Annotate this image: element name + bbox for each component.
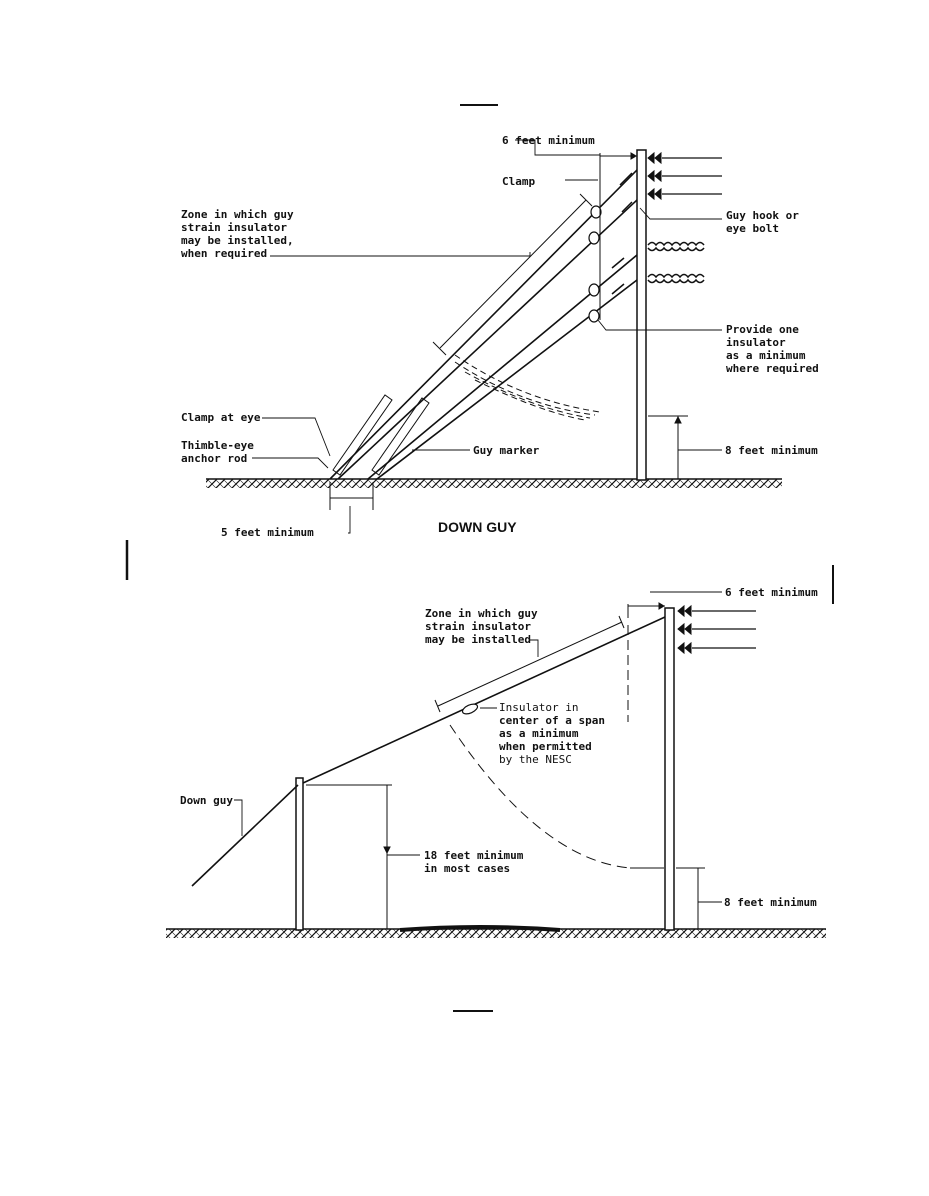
upper-leaders	[252, 140, 722, 533]
lower-down-guy-label: Down guy	[180, 794, 233, 807]
upper-figure	[206, 140, 782, 533]
lower-six-feet-dim	[628, 603, 665, 618]
lower-eight-feet-label: 8 feet minimum	[724, 896, 817, 909]
lower-eighteen-line: 18 feet minimum	[424, 849, 524, 862]
upper-provide-insulator-label	[726, 323, 819, 375]
upper-zone-line: Zone in which guy	[181, 208, 294, 221]
upper-guy-wires	[330, 170, 637, 479]
upper-thimble-line: Thimble-eye	[181, 439, 254, 452]
lower-insulator-line: as a minimum	[499, 727, 579, 740]
upper-ground	[206, 479, 782, 488]
lower-zone-line: strain insulator	[425, 620, 531, 633]
upper-zone-line: strain insulator	[181, 221, 287, 234]
upper-pole	[637, 150, 646, 480]
upper-zone-line: when required	[181, 247, 268, 260]
lower-insulator-line: Insulator in	[499, 701, 579, 714]
upper-eight-feet-dim	[648, 416, 688, 479]
lower-span-insulator	[461, 702, 479, 716]
lower-stub-pole	[296, 778, 303, 930]
lower-insulator-line: by the NESC	[499, 753, 572, 766]
lower-insulator-line: center of a span	[499, 714, 605, 727]
upper-six-feet-label: 6 feet minimum	[502, 134, 595, 147]
upper-provide-line: Provide one	[726, 323, 799, 336]
lower-zone-line: may be installed	[425, 633, 531, 646]
upper-thimble-line: anchor rod	[181, 452, 248, 465]
lower-eighteen-feet-label	[424, 849, 523, 875]
upper-guy-hook-line: Guy hook or	[726, 209, 799, 222]
upper-eight-feet-label: 8 feet minimum	[725, 444, 818, 457]
lower-tall-pole	[665, 608, 674, 930]
upper-provide-line: where required	[726, 362, 819, 375]
lower-conductors	[678, 606, 756, 653]
upper-zone-bracket	[433, 194, 592, 355]
upper-guy-insulators	[589, 206, 601, 322]
upper-provide-line: as a minimum	[726, 349, 806, 362]
lower-eight-feet-dim	[676, 868, 705, 929]
upper-zone-label	[181, 208, 294, 260]
lower-six-feet-label: 6 feet minimum	[725, 586, 818, 599]
upper-five-feet-label: 5 feet minimum	[221, 526, 314, 539]
upper-guy-hook-label	[726, 209, 799, 235]
lower-insulator-center-label	[499, 701, 605, 766]
lower-zone-line: Zone in which guy	[425, 607, 538, 620]
lower-eighteen-feet-dim	[306, 785, 392, 929]
lower-insulator-line: when permitted	[499, 740, 592, 753]
upper-zone-line: may be installed,	[181, 234, 294, 247]
upper-guy-hook-line: eye bolt	[726, 222, 779, 235]
upper-thimble-eye-label	[181, 439, 254, 465]
lower-ground	[166, 929, 826, 938]
lower-eighteen-line: in most cases	[424, 862, 511, 875]
upper-clamp-label: Clamp	[502, 175, 536, 188]
lower-zone-label	[425, 607, 538, 646]
upper-provide-line: insulator	[726, 336, 786, 349]
upper-conductors	[648, 153, 722, 283]
upper-guy-marker-label: Guy marker	[473, 444, 540, 457]
upper-figure-title: DOWN GUY	[438, 519, 517, 535]
upper-clamp-at-eye-label: Clamp at eye	[181, 411, 261, 424]
